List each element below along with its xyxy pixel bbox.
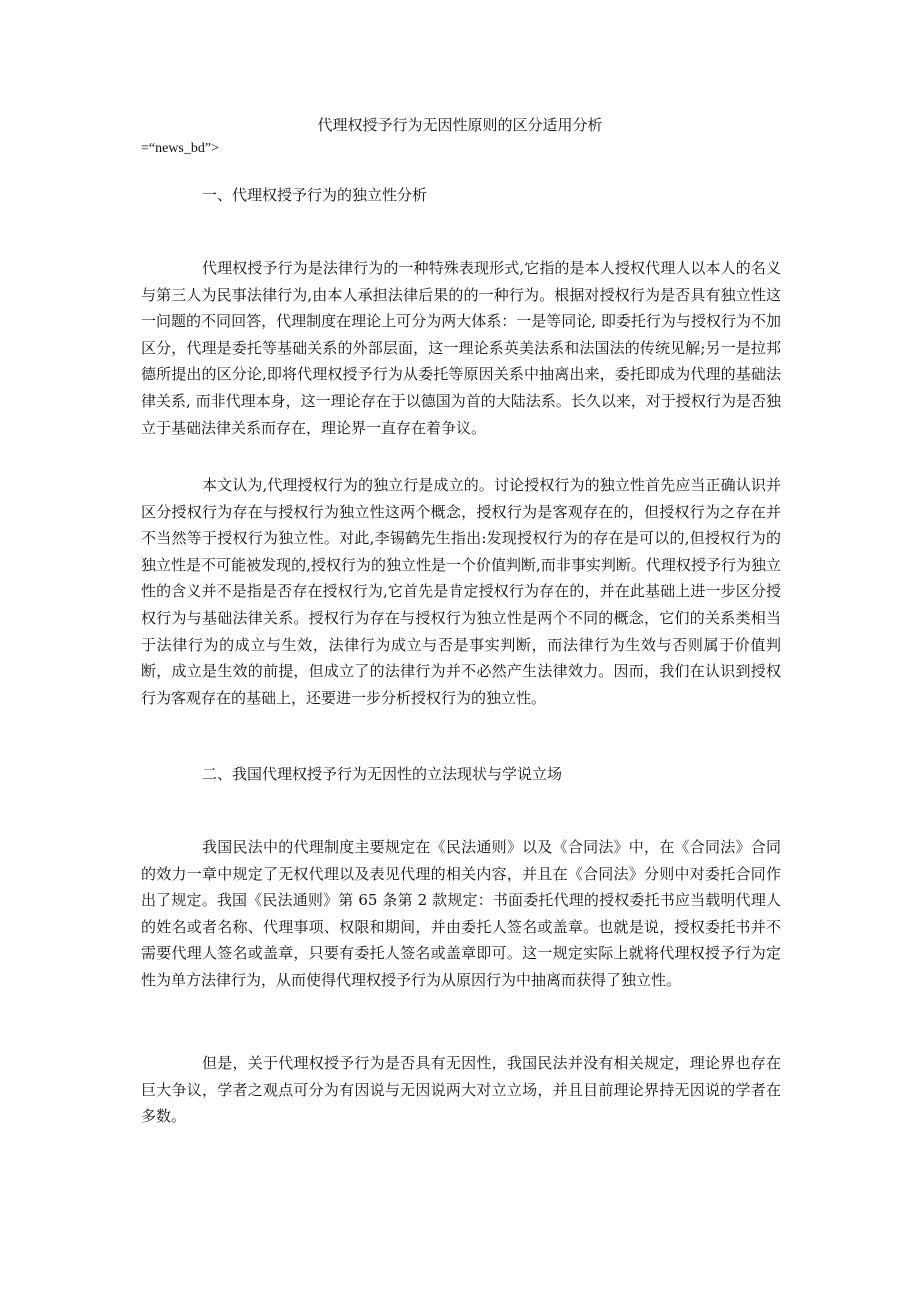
paragraph: 但是，关于代理权授予行为是否具有无因性，我国民法并没有相关规定，理论界也存在巨大争议，学者之观点可分为有因说与无因说两大对立立场，并且目前理论界持无因说的学者在多数。 — [141, 1054, 781, 1126]
document-title: 代理权授予行为无因性原则的区分适用分析 — [317, 116, 603, 134]
stray-code-fragment: =“news_bd”> — [141, 141, 219, 156]
paragraph: 代理权授予行为是法律行为的一种特殊表现形式,它指的是本人授权代理人以本人的名义与第三人为民事法律行为,由本人承担法律后果的的一种行为。根据对授权行为是否具有独立性这一问题的不同回答，代理制度在理论上可分为两大体系：一是等同论, 即委托行为与授权行为不加区分，代理是委托等基础关系的外部层面，这一理论系英美法系和法国法的传统见解;另一是拉邦德所提出的区分论,即将代理权授予行为从委托等原因关系中抽离出来，委托即成为代理的基础法律关系, 而非代理本身，这一理论存在于以德国为首的大陆法系。长久以来，对于授权行为是否独立于基础法律关系而存在，理论界一直存在着争议。 — [141, 259, 781, 437]
section-heading-1: 一、代理权授予行为的独立性分析 — [202, 186, 428, 204]
paragraph: 我国民法中的代理制度主要规定在《民法通则》以及《合同法》中，在《合同法》合同的效力一章中规定了无权代理以及表见代理的相关内容，并且在《合同法》分则中对委托合同作出了规定。我国《民法通则》第 65 条第 2 款规定：书面委托代理的授权委托书应当载明代理人的姓名或者名称、代理事项、权限和期间，并由委托人签名或盖章。也就是说，授权委托书并不需要代理人签名或盖章，只要有委托人签名或盖章即可。这一规定实际上就将代理权授予行为定性为单方法律行为，从而使得代理权授予行为从原因行为中抽离而获得了独立性。 — [141, 838, 781, 989]
section-heading-2: 二、我国代理权授予行为无因性的立法现状与学说立场 — [202, 765, 563, 783]
paragraph: 本文认为,代理授权行为的独立行是成立的。讨论授权行为的独立性首先应当正确认识并区分授权行为存在与授权行为独立性这两个概念，授权行为是客观存在的，但授权行为之存在并不当然等于授权行为独立性。对此,李锡鹤先生指出:发现授权行为的存在是可以的,但授权行为的独立性是不可能被发现的,授权行为的独立性是一个价值判断,而非事实判断。代理权授予行为独立性的含义并不是指是否存在授权行为,它首先是肯定授权行为存在的，并在此基础上进一步区分授权行为与基础法律关系。授权行为存在与授权行为独立性是两个不同的概念，它们的关系类相当于法律行为的成立与生效，法律行为成立与否是事实判断，而法律行为生效与否则属于价值判断，成立是生效的前提，但成立了的法律行为并不必然产生法律效力。因而，我们在认识到授权行为客观存在的基础上，还要进一步分析授权行为的独立性。 — [141, 476, 781, 707]
